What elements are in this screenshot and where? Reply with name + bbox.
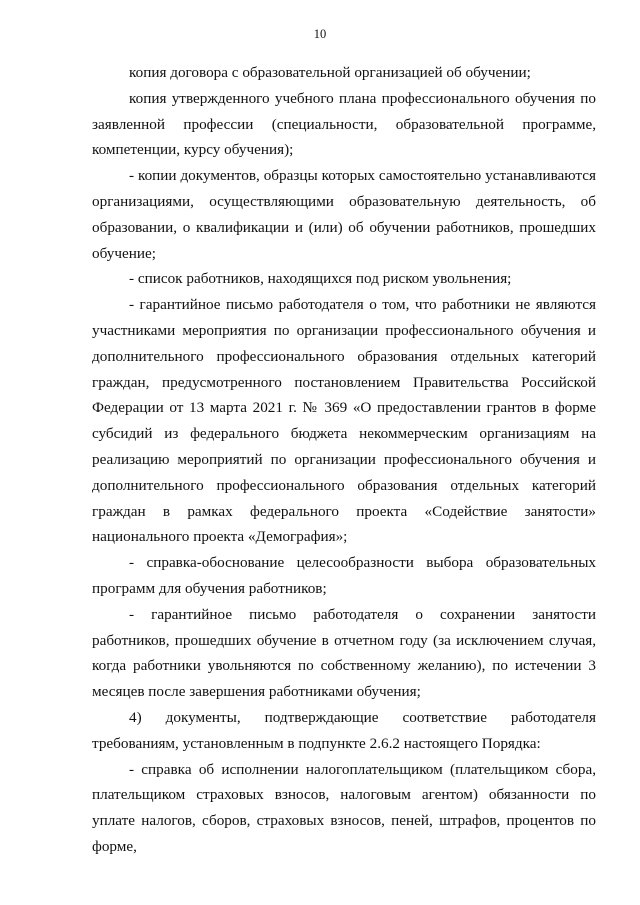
paragraph-item-4-documents: 4) документы, подтверждающие соответствие работодателя требованиям, установленным в подпункте 2.6.2 настоящего Порядка: — [92, 708, 596, 752]
paragraph-contract-copy: копия договора с образовательной организацией об обучении; — [129, 64, 531, 81]
paragraph-guarantee-letter-employment: - гарантийное письмо работодателя о сохранении занятости работников, прошедших обучение в отчетном году (за исключением случая, когда работники увольняются по собственному желанию), по истечении 3 месяцев после завершения работниками обучения; — [92, 605, 596, 701]
paragraph-curriculum-copy: копия утвержденного учебного плана профессионального обучения по заявленной профессии (специальности, образовательной программе, компетенции, курсу обучения); — [92, 89, 596, 159]
paragraph-employee-list: - список работников, находящихся под риском увольнения; — [129, 270, 512, 288]
document-body — [92, 60, 596, 860]
paragraph-justification-certificate: - справка-обоснование целесообразности выбора образовательных программ для обучения работников; — [92, 554, 596, 597]
paragraph-tax-certificate: - справка об исполнении налогоплательщиком (плательщиком сбора, плательщиком страховых взносов, налоговым агентом) обязанности по уплате налогов, сборов, страховых взносов, пеней, штрафов, процентов по форме, — [92, 760, 596, 855]
paragraph-guarantee-letter-participation: - гарантийное письмо работодателя о том, что работники не являются участниками мероприятия по организации профессионального обучения и дополнительного профессионального образования отдельных категорий граждан, предусмотренного постановлением Правительства Российской Федерации от 13 марта 2021 г. № 369 «О предоставлении грантов в форме субсидий из федерального бюджета некоммерческим организациям на реализацию мероприятий по организации профессионального обучения и дополнительного профессионального образования отдельных категорий граждан в рамках федерального проекта «Содействие занятости» национального проекта «Демография»; — [92, 296, 596, 546]
paragraph-education-documents: - копии документов, образцы которых самостоятельно устанавливаются организациями, осуществляющими образовательную деятельность, об образовании, о квалификации и (или) об обучении работников, прошедших обучение; — [92, 167, 596, 262]
page-number: 10 — [313, 27, 327, 41]
